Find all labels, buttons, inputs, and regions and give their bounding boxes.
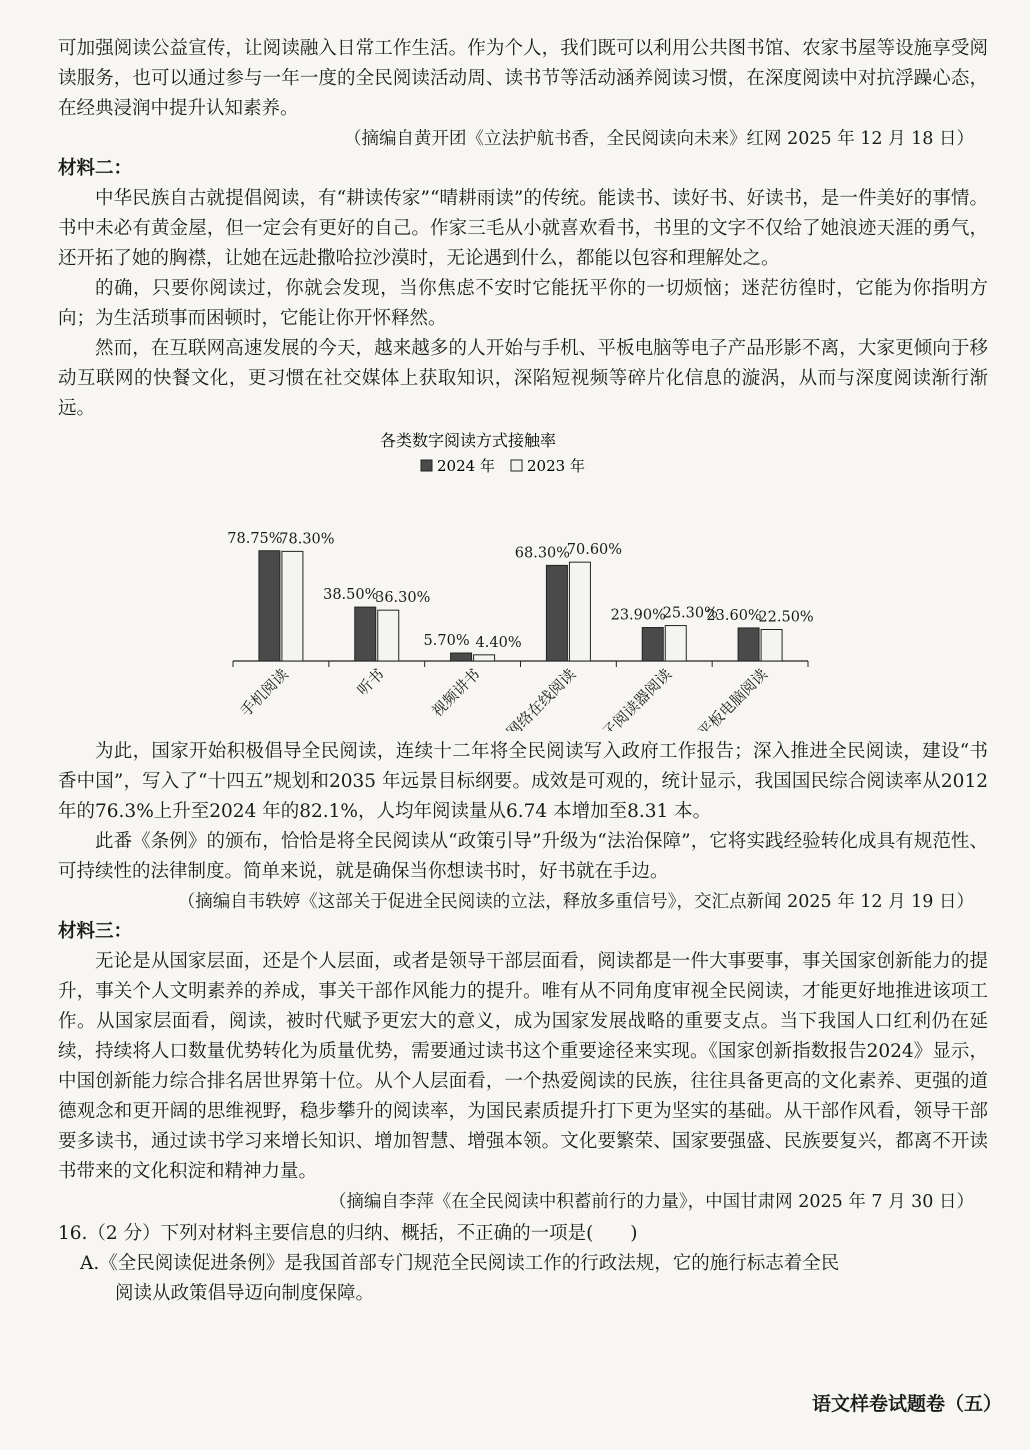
- section-heading: 材料二：: [58, 158, 133, 179]
- bar-value-label: 22.50%: [758, 609, 814, 626]
- paragraph: 此番《条例》的颁布，恰恰是将全民阅读从“政策引导”升级为“法治保障”，它将实践经验转化成具有规范性、可持续性的法律制度。简单来说，就是确保当你想读书时，好书就在手边。: [58, 831, 988, 882]
- bar-2024: [546, 565, 567, 661]
- bar-value-label: 38.50%: [323, 587, 379, 604]
- bar-2024: [259, 551, 280, 661]
- bar-value-label: 78.75%: [227, 530, 283, 547]
- chart-legend: [421, 457, 585, 475]
- category-label: 平板电脑阅读: [694, 665, 771, 731]
- paragraph: 可加强阅读公益宣传，让阅读融入日常工作生活。作为个人，我们既可以利用公共图书馆、农家书屋等设施享受阅读服务，也可以通过参与一年一度的全民阅读活动周、读书节等活动涵养阅读习惯，在深度阅读中对抗浮躁心态，在经典浸润中提升认知素养。: [58, 38, 988, 119]
- bar-value-label: 70.60%: [566, 542, 623, 559]
- bar-2023: [761, 630, 782, 662]
- page-footer: 语文样卷试题卷（五）: [811, 1393, 1002, 1415]
- paragraph: 的确，只要你阅读过，你就会发现，当你焦虑不安时它能抚平你的一切烦恼；迷茫彷徨时，它能为你指明方向；为生活琐事而困顿时，它能让你开怀释然。: [58, 278, 988, 329]
- category-label: 听书: [353, 665, 388, 700]
- bar-2023: [665, 626, 686, 661]
- option-a-continued: 阅读从政策倡导迈向制度保障。: [115, 1283, 375, 1304]
- bar-value-label: 36.30%: [375, 590, 431, 607]
- bar-2023: [378, 610, 399, 661]
- option-a[interactable]: A.《全民阅读促进条例》是我国首部专门规范全民阅读工作的行政法规，它的施行标志着全民: [80, 1253, 840, 1274]
- question-16: 16.（2 分）下列对材料主要信息的归纳、概括，不正确的一项是( ): [58, 1223, 638, 1244]
- bar-value-label: 23.60%: [706, 607, 762, 624]
- legend-label-2023: 2023 年: [527, 457, 585, 475]
- bar-2024: [451, 653, 472, 661]
- category-label: 电子阅读器阅读: [588, 665, 676, 731]
- chart-svg: [58, 426, 988, 731]
- bar-value-label: 78.30%: [279, 531, 335, 548]
- paragraph: 中华民族自古就提倡阅读，有“耕读传家”“晴耕雨读”的传统。能读书、读好书、好读书，是一件美好的事情。书中未必有黄金屋，但一定会有更好的自己。作家三毛从小就喜欢看书，书里的文字不仅给了她浪迹天涯的勇气，还开拓了她的胸襟，让她在远赴撒哈拉沙漠时，无论遇到什么，都能以包容和理解处之。: [58, 188, 988, 269]
- source-citation: （摘编自黄开团《立法护航书香，全民阅读向未来》红网 2025 年 12 月 18 日）: [344, 129, 974, 149]
- source-citation: （摘编自李萍《在全民阅读中积蓄前行的力量》，中国甘肃网 2025 年 7 月 30 日）: [328, 1192, 974, 1212]
- paragraph: 无论是从国家层面，还是个人层面，或者是领导干部层面看，阅读都是一件大事要事，事关国家创新能力的提升，事关个人文明素养的养成，事关干部作风能力的提升。唯有从不同角度审视全民阅读，才能更好地推进该项工作。从国家层面看，阅读，被时代赋予更宏大的意义，成为国家发展战略的重要支点。当下我国人口红利仍在延续，持续将人口数量优势转化为质量优势，需要通过读书这个重要途径来实现。《国家创新指数报告2024》显示，中国创新能力综合排名居世界第十位。从个人层面看，一个热爱阅读的民族，往往具备更高的文化素养、更强的道德观念和更开阔的思维视野，稳步攀升的阅读率，为国民素质提升打下更为坚实的基础。从干部作风看，领导干部要多读书，通过读书学习来增长知识、增加智慧、增强本领。文化要繁荣、国家要强盛、民族要复兴，都离不开读书带来的文化积淀和精神力量。: [58, 951, 988, 1182]
- exam-page: [58, 34, 988, 1309]
- bar-value-label: 5.70%: [423, 633, 470, 650]
- legend-swatch-2024: [421, 460, 432, 471]
- category-label: 网络在线阅读: [502, 665, 580, 731]
- category-label: 视频讲书: [428, 665, 484, 721]
- bar-value-label: 25.30%: [662, 605, 718, 622]
- bar-2023: [569, 562, 590, 661]
- bar-2023: [282, 551, 303, 661]
- category-label: 手机阅读: [236, 665, 292, 721]
- chart-title: 各类数字阅读方式接触率: [379, 431, 557, 450]
- paragraph: 为此，国家开始积极倡导全民阅读，连续十二年将全民阅读写入政府工作报告；深入推进全民阅读，建设“书香中国”，写入了“十四五”规划和2035 年远景目标纲要。成效是可观的，统计显示，我国国民综合阅读率从2012 年的76.3%上升至2024 年的82.1%，人均年阅读量从6.74 本增加至8.31 本。: [58, 741, 988, 822]
- section-heading: 材料三：: [58, 921, 133, 942]
- bar-2024: [642, 628, 663, 661]
- bar-2024: [355, 607, 376, 661]
- bar-chart: [58, 426, 988, 731]
- bar-2024: [738, 628, 759, 661]
- bar-value-label: 68.30%: [514, 545, 571, 562]
- plot-area: [227, 531, 813, 731]
- bar-value-label: 23.90%: [610, 607, 666, 624]
- source-citation: （摘编自韦轶婷《这部关于促进全民阅读的立法，释放多重信号》，交汇点新闻 2025 年 12 月 19 日）: [177, 892, 974, 912]
- legend-label-2024: 2024 年: [437, 457, 495, 475]
- paragraph: 然而，在互联网高速发展的今天，越来越多的人开始与手机、平板电脑等电子产品形影不离，大家更倾向于移动互联网的快餐文化，更习惯在社交媒体上获取知识，深陷短视频等碎片化信息的漩涡，从而与深度阅读渐行渐远。: [58, 338, 988, 419]
- legend-swatch-2023: [511, 460, 522, 471]
- bar-value-label: 4.40%: [475, 634, 522, 651]
- bar-2023: [474, 655, 495, 661]
